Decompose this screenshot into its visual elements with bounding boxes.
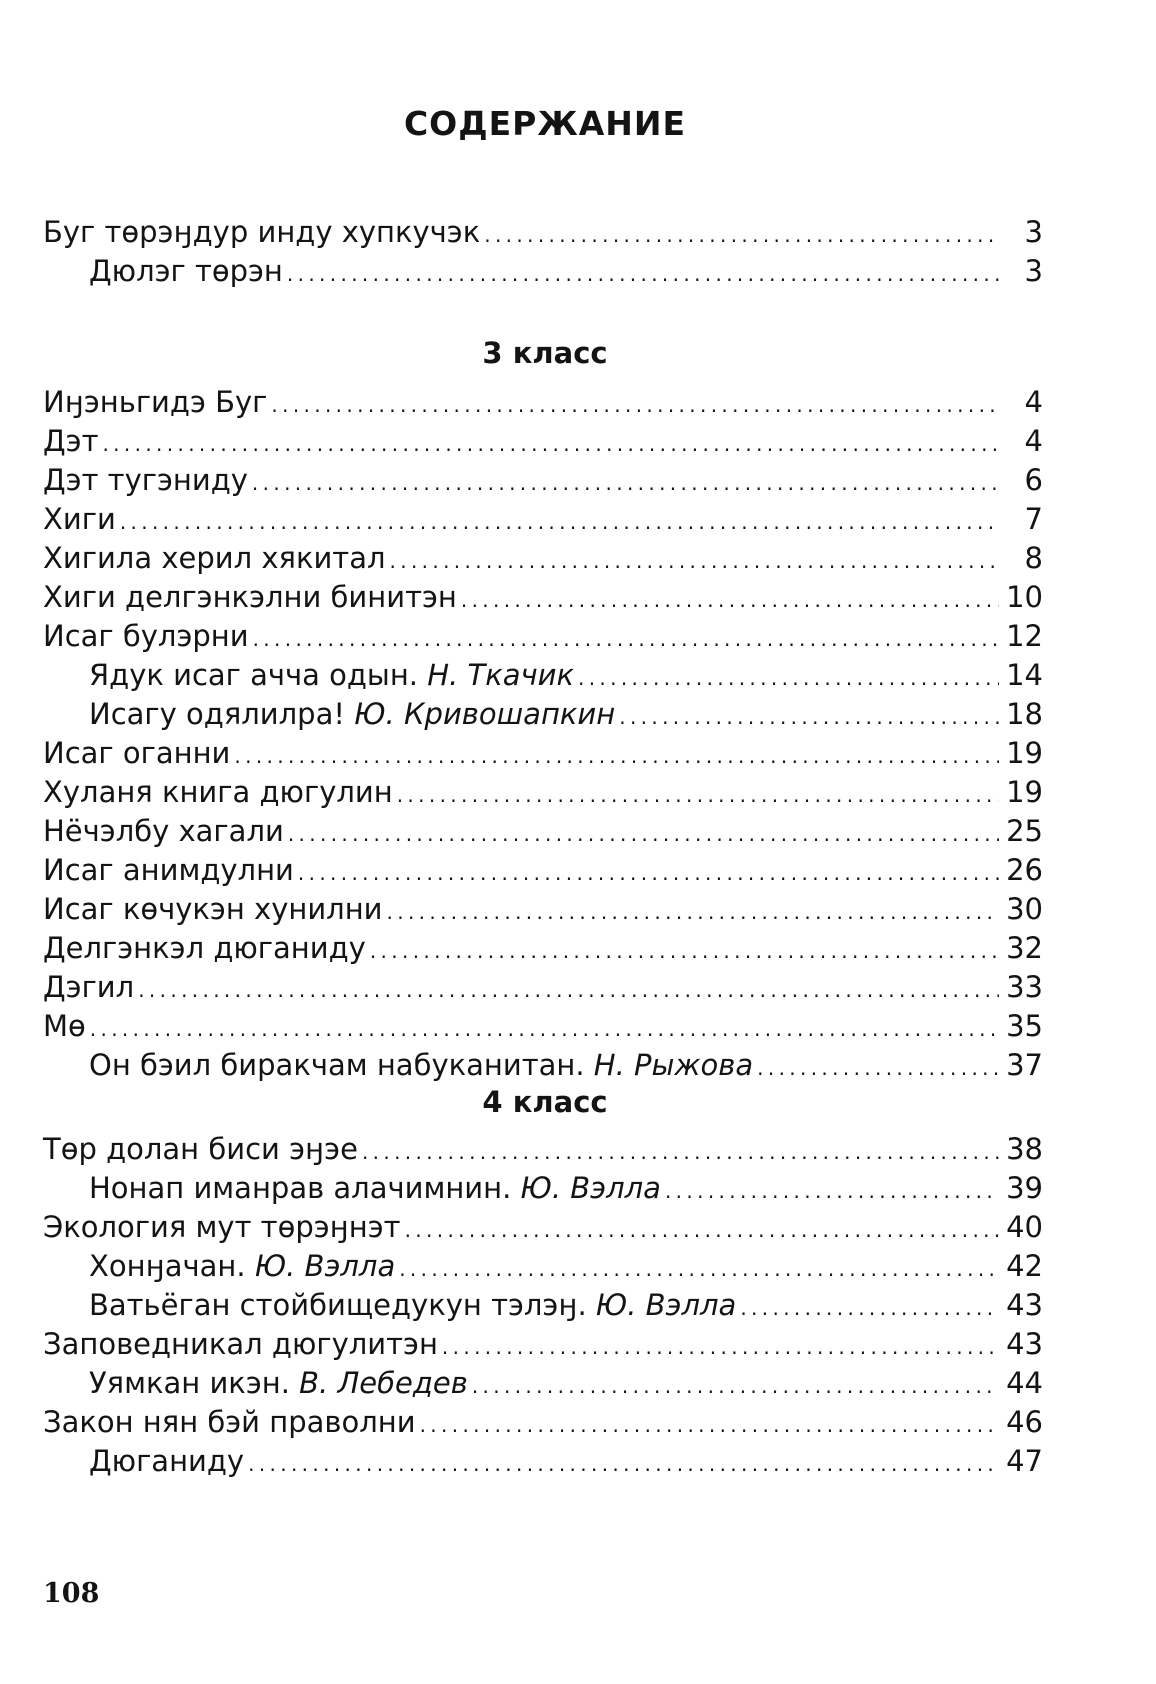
dot-leader [234, 737, 999, 776]
dot-leader [253, 620, 999, 659]
toc-entry-title [89, 695, 615, 734]
toc-entry-title-text: Исаг булэрни [43, 619, 249, 653]
toc-entry-title-text: Исаг анимдулни [43, 853, 294, 887]
toc-entry [43, 968, 1043, 1007]
toc-entry-page: 3 [1024, 254, 1043, 288]
dot-leader [298, 854, 999, 893]
toc-entry-title-text: Буг тɵрэӈдур инду хупкучэк [43, 215, 481, 249]
toc-entry [43, 1325, 1043, 1364]
dot-leader [120, 503, 999, 542]
toc-entry-page: 19 [1006, 775, 1043, 809]
toc-entry [43, 578, 1043, 617]
toc-entry-author: Н. Рыжова [593, 1048, 754, 1082]
toc-entry-title-text: Уямкан икэн. [89, 1366, 300, 1400]
toc-entry-title-text: Дюганиду [89, 1444, 245, 1478]
toc-entry-title [89, 1364, 468, 1403]
toc-entry-title [43, 1403, 416, 1442]
toc-entry [43, 539, 1043, 578]
dot-leader [484, 216, 999, 255]
dot-leader [287, 255, 999, 294]
dot-leader [420, 1406, 999, 1445]
toc-entry-page: 38 [1006, 1132, 1043, 1166]
toc-entry-title-text: Хуланя книга дюгулин [43, 775, 393, 809]
page-number: 108 [43, 1578, 100, 1609]
toc-entry-page: 35 [1006, 1009, 1043, 1043]
section-heading-class3: 3 класс [482, 336, 608, 370]
toc-entry-title [43, 734, 230, 773]
toc-entry-author: Ю. Кривошапкин [354, 697, 616, 731]
toc-entry [43, 1442, 1043, 1481]
toc-entry-author: Ю. Вэлла [520, 1171, 661, 1205]
toc-entry-page: 7 [1024, 502, 1043, 536]
toc-entry [43, 1364, 1043, 1403]
toc-entry [43, 851, 1043, 890]
toc-entry [43, 1169, 1043, 1208]
toc-entry-title-text: Дюлэг тɵрэн [89, 254, 283, 288]
toc-entry-page: 44 [1006, 1366, 1043, 1400]
toc-entry [43, 1286, 1043, 1325]
toc-entry-title [89, 1442, 244, 1481]
dot-leader [397, 776, 999, 815]
dot-leader [578, 659, 999, 698]
toc-entry [43, 1403, 1043, 1442]
toc-entry-title-text: Делгэнкэл дюганиду [43, 931, 366, 965]
toc-entry-title [43, 539, 386, 578]
toc-entry-page: 37 [1006, 1048, 1043, 1082]
toc-entry-title [89, 1046, 753, 1085]
dot-leader [461, 581, 999, 620]
toc-entry-title [43, 422, 98, 461]
dot-leader [619, 698, 999, 737]
dot-leader [390, 542, 999, 581]
toc-class3-list [43, 383, 1043, 1085]
toc-entry [43, 252, 1043, 291]
toc-entry-title-text: Исагу одялилра! [89, 697, 355, 731]
dot-leader [271, 386, 999, 425]
toc-entry-page: 43 [1006, 1288, 1043, 1322]
toc-entry [43, 812, 1043, 851]
toc-entry [43, 422, 1043, 461]
toc-entry-page: 14 [1006, 658, 1043, 692]
toc-entry-page: 46 [1006, 1405, 1043, 1439]
toc-entry-author: В. Лебедев [299, 1366, 468, 1400]
dot-leader [102, 425, 999, 464]
toc-entry-page: 33 [1006, 970, 1043, 1004]
toc-entry-title-text: Тɵр долан биси эӈэе [43, 1132, 358, 1166]
toc-entry-title [43, 968, 134, 1007]
dot-leader [405, 1211, 999, 1250]
toc-entry-page: 4 [1024, 385, 1043, 419]
toc-entry-title [89, 252, 283, 291]
dot-leader [248, 1445, 999, 1484]
toc-entry [43, 656, 1043, 695]
dot-leader [288, 815, 999, 854]
dot-leader [442, 1328, 999, 1367]
toc-entry-title-text: Дэт тугэниду [43, 463, 248, 497]
toc-entry-title-text: Ядук исаг ачча одын. [89, 658, 428, 692]
toc-entry [43, 617, 1043, 656]
toc-entry-title-text: Ватьёган стойбищедукун тэлэӈ. [89, 1288, 596, 1322]
toc-entry-title [43, 851, 294, 890]
dot-leader [138, 971, 999, 1010]
toc-entry-title-text: Иӈэньгидэ Буг [43, 385, 268, 419]
toc-entry-page: 43 [1006, 1327, 1043, 1361]
toc-entry-title [89, 656, 574, 695]
toc-entry-title [43, 929, 366, 968]
dot-leader [90, 1010, 999, 1049]
dot-leader [472, 1367, 999, 1406]
toc-entry-title [43, 500, 116, 539]
toc-entry-page: 4 [1024, 424, 1043, 458]
toc-entry-title [43, 578, 457, 617]
toc-entry [43, 461, 1043, 500]
toc-entry [43, 1007, 1043, 1046]
toc-entry [43, 695, 1043, 734]
toc-entry [43, 1130, 1043, 1169]
toc-entry-title [43, 1208, 401, 1247]
toc-entry-title-text: Хиги делгэнкэлни бинитэн [43, 580, 457, 614]
toc-entry [43, 500, 1043, 539]
toc-entry-title [89, 1247, 395, 1286]
toc-entry-title-text: Экология мут тɵрэӈнэт [43, 1210, 401, 1244]
toc-entry [43, 734, 1043, 773]
toc-entry-author: Ю. Вэлла [595, 1288, 737, 1322]
toc-entry-title-text: Исаг кɵчукэн хунилни [43, 892, 383, 926]
toc-entry-title [43, 617, 249, 656]
toc-entry-page: 25 [1006, 814, 1043, 848]
toc-entry-title-text: Хигила херил хякитал [43, 541, 386, 575]
toc-entry-title-text: Закон нян бэй праволни [43, 1405, 416, 1439]
toc-entry-title [43, 812, 284, 851]
toc-entry-page: 19 [1006, 736, 1043, 770]
toc-entry-page: 10 [1006, 580, 1043, 614]
toc-entry-title [43, 461, 248, 500]
toc-entry-title-text: Хонӈачан. [89, 1249, 255, 1283]
dot-leader [399, 1250, 999, 1289]
toc-entry-page: 40 [1006, 1210, 1043, 1244]
toc-entry-title [43, 890, 383, 929]
toc-entry-title [43, 773, 393, 812]
toc-entry-title [89, 1169, 661, 1208]
toc-entry-title [43, 383, 267, 422]
toc-entry-page: 30 [1006, 892, 1043, 926]
toc-entry-author: Ю. Вэлла [254, 1249, 396, 1283]
toc-entry-page: 42 [1006, 1249, 1043, 1283]
toc-entry-title [89, 1286, 736, 1325]
toc-entry-title [43, 1325, 438, 1364]
toc-entry-page: 39 [1006, 1171, 1043, 1205]
dot-leader [665, 1172, 999, 1211]
dot-leader [387, 893, 999, 932]
page-title: СОДЕРЖАНИЕ [403, 104, 687, 143]
toc-entry [43, 1046, 1043, 1085]
toc-entry-page: 32 [1006, 931, 1043, 965]
toc-entry-title-text: Дэгил [43, 970, 135, 1004]
toc-entry [43, 890, 1043, 929]
toc-entry-title-text: Хиги [43, 502, 116, 536]
toc-entry-title-text: Дэт [43, 424, 99, 458]
toc-entry-page: 3 [1024, 215, 1043, 249]
toc-class4-list [43, 1130, 1043, 1481]
toc-entry-title-text: Мɵ [43, 1009, 86, 1043]
toc-entry [43, 383, 1043, 422]
toc-entry-page: 47 [1006, 1444, 1043, 1478]
toc-entry-title-text: Он бэил биракчам набуканитан. [89, 1048, 594, 1082]
toc-intro-list [43, 213, 1043, 291]
dot-leader [362, 1133, 999, 1172]
dot-leader [740, 1289, 999, 1328]
toc-entry [43, 1247, 1043, 1286]
toc-entry [43, 213, 1043, 252]
toc-entry [43, 773, 1043, 812]
toc-entry [43, 929, 1043, 968]
toc-entry-page: 12 [1006, 619, 1043, 653]
toc-entry-author: Н. Ткачик [427, 658, 574, 692]
toc-entry-title [43, 213, 480, 252]
toc-entry-title-text: Заповедникал дюгулитэн [43, 1327, 438, 1361]
toc-entry-page: 26 [1006, 853, 1043, 887]
dot-leader [252, 464, 999, 503]
section-heading-class4: 4 класс [482, 1085, 608, 1119]
toc-entry-page: 6 [1024, 463, 1043, 497]
toc-entry-title-text: Исаг оганни [43, 736, 231, 770]
toc-entry-page: 8 [1024, 541, 1043, 575]
toc-entry-title-text: Нёчэлбу хагали [43, 814, 284, 848]
dot-leader [370, 932, 999, 971]
toc-entry [43, 1208, 1043, 1247]
dot-leader [757, 1049, 999, 1088]
toc-entry-page: 18 [1006, 697, 1043, 731]
toc-entry-title [43, 1007, 86, 1046]
toc-entry-title [43, 1130, 358, 1169]
toc-entry-title-text: Нонап иманрав алачимнин. [89, 1171, 521, 1205]
